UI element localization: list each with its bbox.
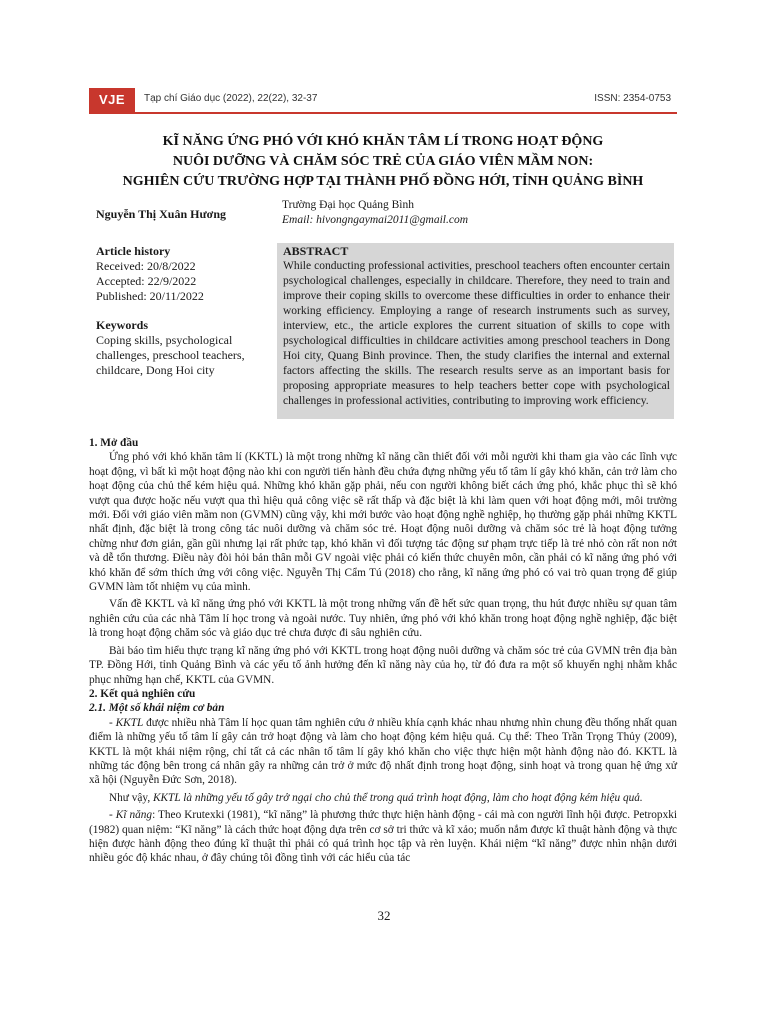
paragraph: - KKTL được nhiều nhà Tâm lí học quan tâm nghiên cứu ở nhiều khía cạnh khác nhau nhưng nhìn chung đều thống nhất quan điểm là những yếu tố tâm lí gây cản trở hoạt động và làm cho hoạt động kém hiệu quả. Cụ thể: Theo Trần Trọng Thủy (2009), KKTL là một khái niệm rộng, chỉ tất cả các nhân tố tâm lí gây khó khăn cho việc thực hiện một hành động nào đó. KKTL là những tác động bên trong cá nhân gây ra những cản trở ở mức độ nhất định trong hoạt động, sinh hoạt và trong quan hệ ứng xử xã hội (Nguyễn Đức Sơn, 2018). xyxy=(89,716,677,787)
accepted-date: Accepted: 22/9/2022 xyxy=(96,274,197,288)
paragraph xyxy=(89,791,677,805)
article-history xyxy=(96,244,204,304)
page-number: 32 xyxy=(377,908,391,923)
paragraph: Vấn đề KKTL và kĩ năng ứng phó với KKTL là một trong những vấn đề hết sức quan trọng, thu hút được nhiều sự quan tâm nghiên cứu của các nhà Tâm lí học trong và ngoài nước. Tuy nhiên, ứng phó với khó khăn trong hoạt động nghề nghiệp, đặc biệt là trong hoạt động chăm sóc và giáo dục trẻ chưa được đi sâu nghiên cứu. xyxy=(89,598,677,640)
paragraph: Ứng phó với khó khăn tâm lí (KKTL) là một trong những kĩ năng cần thiết đối với mỗi người khi tham gia vào các lĩnh vực hoạt động, vì bất kì một hoạt động nào khi con người tiến hành đều chứa đựng những yếu tố tâm lí gây khó khăn, cản trở làm cho hoạt động của chủ thể kém hiệu quả. Những khó khăn gặp phải, nếu con người không biết cách ứng phó, khắc phục thì sẽ khó vượt qua được hoặc nếu vượt qua thì hiệu quả công việc sẽ rất thấp và đặc biệt là khi làm quen với hoạt động mới, môi trường mới. Đối với giáo viên mầm non (GVMN) cũng vậy, khi mới bước vào hoạt động nghề nghiệp, họ thường gặp phải những KKTL nhất định, đặc biệt là trong công tác nuôi dưỡng và chăm sóc trẻ. Hoạt động nuôi dưỡng và chăm sóc trẻ là hoạt động tưởng chừng như đơn giản, gần gũi nhưng lại rất phức tạp, khó khăn vì đối tượng tác động sư phạm trực tiếp là trẻ nhỏ còn rất non nớt và dễ tổn thương. Điều này đòi hỏi bản thân mỗi GV ngoài việc phải có kiến thức chuyên môn, cần phải có kĩ năng ứng phó với khó khăn để sớm thích ứng với công việc. Nguyễn Thị Cẩm Tú (2018) cho rằng, kĩ năng ứng phó có vai trò quan trọng để giúp GVMN làm tốt nhiệm vụ của mình. xyxy=(89,451,677,594)
keywords-heading: Keywords xyxy=(96,318,148,332)
paragraph-text: : Theo Krutexki (1981), “kĩ năng” là phương thức thực hiện hành động - cái mà con người lĩnh hội được. Petropxki (1982) quan niệm: “Kĩ năng” là cách thức hoạt động dựa trên cơ sở tri thức và kĩ xảo; muốn nắm được kĩ thuật hành động và thực hiện được hành động theo đúng kĩ thuật thì phải có quá trình học tập và rèn luyện. Khái niệm “kĩ năng” được nhìn nhận dưới nhiều góc độ khác nhau, ở đây chúng tôi đồng tình với các hiểu của tác xyxy=(89,809,678,865)
title-line-2: NUÔI DƯỠNG VÀ CHĂM SÓC TRẺ CỦA GIÁO VIÊN MẦM NON: xyxy=(172,154,594,169)
author-name: Nguyễn Thị Xuân Hương xyxy=(96,207,227,221)
published-date: Published: 20/11/2022 xyxy=(96,289,204,303)
paragraph: - Kĩ năng: Theo Krutexki (1981), “kĩ năng” là phương thức thực hiện hành động - cái mà con người lĩnh hội được. Petropxki (1982) quan niệm: “Kĩ năng” là cách thức hoạt động dựa trên cơ sở tri thức và kĩ xảo; muốn nắm được kĩ thuật hành động và thực hiện được hành động theo đúng kĩ thuật thì phải có quá trình học tập và rèn luyện. Khái niệm “kĩ năng” được nhìn nhận dưới nhiều góc độ khác nhau, ở đây chúng tôi đồng tình với các hiểu của tác xyxy=(89,809,678,865)
paragraph: Bài báo tìm hiểu thực trạng kĩ năng ứng phó với KKTL trong hoạt động nuôi dưỡng và chăm sóc trẻ của GVMN trên địa bàn TP. Đồng Hới, tỉnh Quảng Bình và các yếu tố ảnh hưởng đến kĩ năng này của họ, từ đó đưa ra một số khuyến nghị nhằm khắc phục những hạn chế, KKTL của GVMN. xyxy=(89,644,677,686)
author-affiliation-block xyxy=(282,198,468,228)
abstract-heading: ABSTRACT xyxy=(283,244,349,258)
affiliation: Trường Đại học Quảng Bình xyxy=(282,199,414,211)
issn: ISSN: 2354-0753 xyxy=(594,93,671,104)
section-heading-1: 1. Mở đầu xyxy=(89,437,139,449)
section-heading-2: 2. Kết quả nghiên cứu xyxy=(89,687,196,700)
received-date: Received: 20/8/2022 xyxy=(96,259,196,273)
term-kinang: Kĩ năng xyxy=(115,809,153,822)
keywords-block xyxy=(96,318,261,378)
journal-header xyxy=(89,86,677,112)
subsection-heading-2-1: 2.1. Một số khái niệm cơ bản xyxy=(89,702,225,715)
definition-italic: KKTL là những yếu tố gây trở ngại cho chủ thể trong quá trình hoạt động, làm cho hoạt động kém hiệu quả. xyxy=(152,791,643,804)
keywords-text: Coping skills, psychological challenges, preschool teachers, childcare, Dong Hoi city xyxy=(96,333,245,377)
journal-citation: Tạp chí Giáo dục (2022), 22(22), 32-37 xyxy=(144,93,318,104)
journal-logo: VJE xyxy=(89,88,135,112)
paragraph-text: Như vậy, xyxy=(109,791,153,804)
header-divider xyxy=(89,112,677,114)
abstract-text: While conducting professional activities, preschool teachers often encounter certain psychological challenges, especially in childcare. Therefore, they need to train and improve their coping skills to overcome these difficulties in order to enhance their working efficiency. Employing a range of research instruments such as survey, interview, etc., the article explores the current situation of skills to cope with psychological difficulties in childcare activities among preschool teachers in Dong Hoi city, Quang Binh province. Then, the study clarifies the internal and external factors affecting the skills. The research results serve as an important basis for proposing appropriate measures to help teachers better cope with psychological challenges in professional activities, contributing to improving work efficiency. xyxy=(283,260,670,407)
title-line-3: NGHIÊN CỨU TRƯỜNG HỢP TẠI THÀNH PHỐ ĐỒNG HỚI, TỈNH QUẢNG BÌNH xyxy=(122,174,644,189)
article-title xyxy=(89,132,677,192)
article-body xyxy=(89,436,677,866)
title-line-1: KĨ NĂNG ỨNG PHÓ VỚI KHÓ KHĂN TÂM LÍ TRONG HOẠT ĐỘNG xyxy=(162,134,604,149)
history-heading: Article history xyxy=(96,244,171,258)
paragraph-text: được nhiều nhà Tâm lí học quan tâm nghiên cứu ở nhiều khía cạnh khác nhau nhưng nhìn chung đều thống nhất quan điểm là những yếu tố tâm lí gây cản trở hoạt động và làm cho hoạt động kém hiệu quả. Cụ thể: Theo Trần Trọng Thủy (2009), KKTL là một khái niệm rộng, chỉ tất cả các nhân tố tâm lí gây khó khăn cho việc thực hiện một hành động nào đó. KKTL là những tác động bên trong cá nhân gây ra những cản trở ở mức độ nhất định trong hoạt động, sinh hoạt và trong quan hệ ứng xử xã hội (Nguyễn Đức Sơn, 2018). xyxy=(89,716,677,787)
author-email[interactable]: Email: hivongngaymai2011@gmail.com xyxy=(282,214,469,226)
term-kktl: KKTL xyxy=(115,716,144,729)
